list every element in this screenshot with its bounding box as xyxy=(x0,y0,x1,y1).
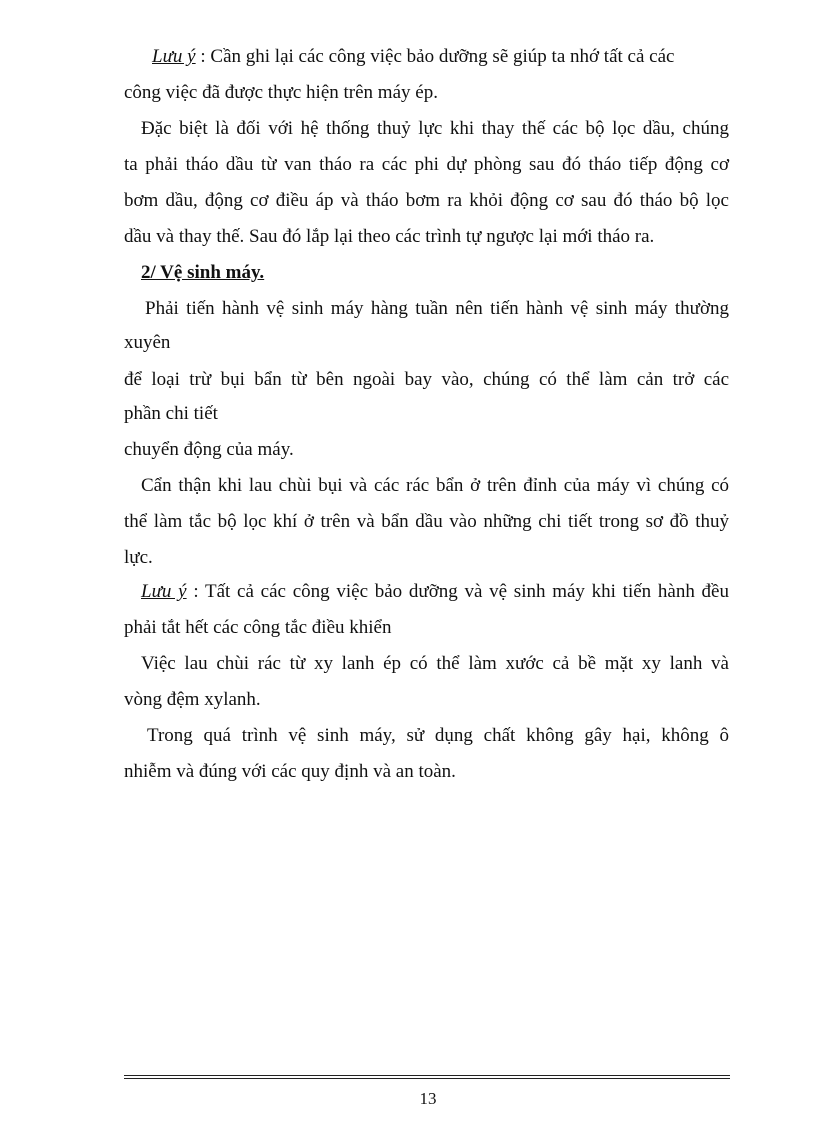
paragraph-2-line-1: Đặc biệt là đối với hệ thống thuỷ lực khi thay thế các bộ lọc dầu, chúng xyxy=(141,118,729,139)
paragraph-4-line-2: thể làm tắc bộ lọc khí ở trên và bẩn dầu vào những chi tiết trong sơ đồ thuỷ xyxy=(124,511,729,532)
note-label: Lưu ý xyxy=(141,581,187,602)
paragraph-4-line-3: lực. xyxy=(124,547,153,568)
paragraph-3-line-2: xuyên xyxy=(124,332,171,353)
paragraph-7-line-1: Trong quá trình vệ sinh máy, sử dụng chất không gây hại, không ô xyxy=(147,725,729,746)
paragraph-3-line-1: Phải tiến hành vệ sinh máy hàng tuần nên tiến hành vệ sinh máy thường xyxy=(145,298,729,319)
note-paragraph-1-line-1: Lưu ý : Cần ghi lại các công việc bảo dưỡng sẽ giúp ta nhớ tất cả các xyxy=(152,46,675,67)
paragraph-3-line-3: để loại trừ bụi bẩn từ bên ngoài bay vào, chúng có thể làm cản trở các xyxy=(124,369,729,390)
paragraph-2-line-4: dầu và thay thế. Sau đó lắp lại theo các trình tự ngược lại mới tháo ra. xyxy=(124,226,655,247)
note-label: Lưu ý xyxy=(152,46,196,67)
paragraph-6-line-2: vòng đệm xylanh. xyxy=(124,689,261,710)
note-paragraph-1-line-2: công việc đã được thực hiện trên máy ép. xyxy=(124,82,438,103)
paragraph-6-line-1: Việc lau chùi rác từ xy lanh ép có thể làm xước cả bề mặt xy lanh và xyxy=(141,653,729,674)
note-paragraph-2-line-2: phải tắt hết các công tắc điều khiển xyxy=(124,617,392,638)
paragraph-2-line-3: bơm dầu, động cơ điều áp và tháo bơm ra khỏi động cơ sau đó tháo bộ lọc xyxy=(124,190,729,211)
note-paragraph-2-line-1: Lưu ý : Tất cả các công việc bảo dưỡng và vệ sinh máy khi tiến hành đều xyxy=(141,581,729,602)
paragraph-3-line-4: phần chi tiết xyxy=(124,403,218,424)
footer-rule-bottom xyxy=(124,1078,730,1079)
paragraph-7-line-2: nhiễm và đúng với các quy định và an toàn. xyxy=(124,761,456,782)
paragraph-2-line-2: ta phải tháo dầu từ van tháo ra các phi dự phòng sau đó tháo tiếp động cơ xyxy=(124,154,729,175)
section-heading: 2/ Vệ sinh máy. xyxy=(141,262,265,283)
page-number: 13 xyxy=(419,1089,437,1108)
paragraph-4-line-1: Cẩn thận khi lau chùi bụi và các rác bẩn ở trên đỉnh của máy vì chúng có xyxy=(141,475,729,496)
paragraph-3-line-5: chuyển động của máy. xyxy=(124,439,294,460)
footer-rule-top xyxy=(124,1075,730,1076)
